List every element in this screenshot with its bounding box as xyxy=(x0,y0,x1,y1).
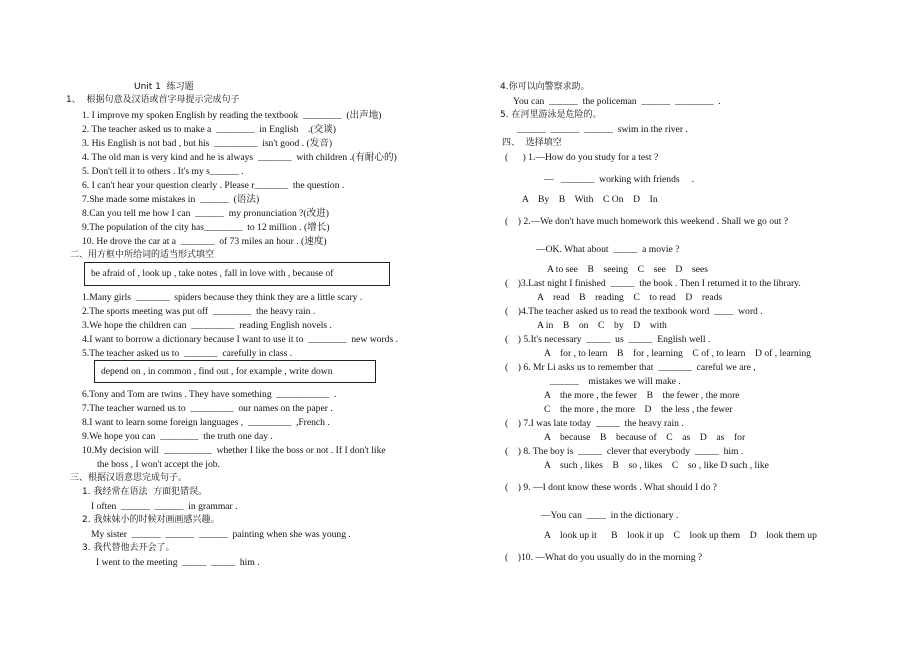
section-1-heading: 1、 根据句意及汉语或首字母提示完成句子 xyxy=(66,95,240,105)
s3-prompt-2: 2. 我妹妹小的时候对画画感兴趣。 xyxy=(82,515,220,525)
r-line-4: ______ ______ ______ swim in the river . xyxy=(517,124,688,135)
q10-stem: ( )10. —What do you usually do in the morning ? xyxy=(505,552,703,563)
s1-item-3: 3. His English is not bad , but his _________ isn't good . (发音) xyxy=(82,138,333,149)
s1-item-6: 6. I can't hear your question clearly . Please r_______ the question . xyxy=(82,180,345,191)
word-box-2 xyxy=(94,360,376,383)
r-line-3: 5. 在河里游泳是危险的。 xyxy=(500,110,602,120)
q4-options: A in B on C by D with xyxy=(537,320,667,331)
r-line-1: 4.你可以向警察求助。 xyxy=(500,82,590,92)
q1-stem: ( ) 1.—How do you study for a test ? xyxy=(505,152,659,163)
s1-item-8: 8.Can you tell me how I can ______ my pronunciation ?(改进) xyxy=(82,208,329,219)
word-box-1 xyxy=(84,262,390,286)
q1-options: A By B With C On D In xyxy=(522,194,658,205)
q6-stem: ( ) 6. Mr Li asks us to remember that _______ careful we are , xyxy=(505,362,756,373)
s2-item-8: 8.I want to learn some foreign languages , _________ ,French . xyxy=(82,417,330,428)
q4-stem: ( )4.The teacher asked us to read the textbook word ____ word . xyxy=(505,306,763,317)
word-box-2-text: depend on , in common , find out , for example , write down xyxy=(101,365,333,377)
s1-item-10: 10. He drove the car at a _______ of 73 miles an hour . (速度) xyxy=(82,236,327,247)
q3-stem: ( )3.Last night I finished _____ the book . Then I returned it to the library. xyxy=(505,278,801,289)
q8-stem: ( ) 8. The boy is _____ clever that everybody _____ him . xyxy=(505,446,744,457)
s2-item-5: 5.The teacher asked us to _______ carefully in class . xyxy=(82,348,293,359)
q7-options: A because B because of C as D as for xyxy=(544,432,746,443)
section-4-heading: 四、 选择填空 xyxy=(502,138,562,148)
s2-item-4: 4.I want to borrow a dictionary because I want to use it to ________ new words . xyxy=(82,334,398,345)
s2-item-10: 10.My decision will __________ whether I like the boss or not . If I don't like xyxy=(82,445,386,456)
q5-options: A for , to learn B for , learning C of , to learn D of , learning xyxy=(544,348,811,359)
q7-stem: ( ) 7.I was late today _____ the heavy rain . xyxy=(505,418,684,429)
q2-stem: ( ) 2.—We don't have much homework this weekend . Shall we go out ? xyxy=(505,216,789,227)
s2-item-3: 3.We hope the children can _________ reading English novels . xyxy=(82,320,332,331)
q8-options: A such , likes B so , likes C so , like D such , like xyxy=(544,460,769,471)
s3-prompt-3: 3. 我代替他去开会了。 xyxy=(82,543,175,553)
q2-options: A to see B seeing C see D sees xyxy=(547,264,708,275)
s2-item-10-cont: the boss , I won't accept the job. xyxy=(97,459,220,470)
q2-stem-2: —OK. What about _____ a movie ? xyxy=(536,244,680,255)
s3-answer-1: I often ______ ______ in grammar . xyxy=(91,501,238,512)
s1-item-5: 5. Don't tell it to others . It's my s______ . xyxy=(82,166,244,177)
q9-options: A look up it B look it up C look up them D look them up xyxy=(544,530,817,541)
section-2-heading: 二、用方框中所给词的适当形式填空 xyxy=(70,250,215,260)
s2-item-7: 7.The teacher warned us to _________ our names on the paper . xyxy=(82,403,333,414)
q9-stem-2: —You can ____ in the dictionary . xyxy=(541,510,679,521)
s2-item-1: 1.Many girls _______ spiders because they think they are a little scary . xyxy=(82,292,363,303)
section-3-heading: 三、根据汉语意思完成句子。 xyxy=(70,473,188,483)
s2-item-2: 2.The sports meeting was put off ________ the heavy rain . xyxy=(82,306,316,317)
q6-options-ab: A the more , the fewer B the fewer , the more xyxy=(544,390,740,401)
s1-item-9: 9.The population of the city has________ to 12 million . (增长) xyxy=(82,222,330,233)
worksheet-title: Unit 1 练习题 xyxy=(134,82,194,92)
q5-stem: ( ) 5.It's necessary _____ us _____ English well . xyxy=(505,334,711,345)
q6-stem-2: ______ mistakes we will make . xyxy=(550,376,681,387)
s3-answer-3: I went to the meeting _____ _____ him . xyxy=(96,557,260,568)
q3-options: A read B reading C to read D reads xyxy=(537,292,723,303)
q9-stem: ( ) 9. —I dont know these words . What should I do ? xyxy=(505,482,717,493)
r-line-2: You can ______ the policeman ______ ________ . xyxy=(513,96,721,107)
s3-prompt-1: 1. 我经常在语法 方面犯错误。 xyxy=(82,487,208,497)
q6-options-cd: C the more , the more D the less , the fewer xyxy=(544,404,733,415)
s3-answer-2: My sister ______ ______ ______ painting when she was young . xyxy=(91,529,351,540)
s1-item-2: 2. The teacher asked us to make a ________ in English .(交谈) xyxy=(82,124,336,135)
word-box-1-text: be afraid of , look up , take notes , fall in love with , because of xyxy=(91,268,334,280)
s1-item-7: 7.She made some mistakes in ______ (语法) xyxy=(82,194,260,205)
s2-item-9: 9.We hope you can ________ the truth one day . xyxy=(82,431,273,442)
s1-item-4: 4. The old man is very kind and he is always _______ with children .(有耐心的) xyxy=(82,152,397,163)
q1-stem-2: — _______ working with friends . xyxy=(544,174,695,185)
s1-item-1: 1. I improve my spoken English by reading the textbook ________ (出声地) xyxy=(82,110,382,121)
s2-item-6: 6.Tony and Tom are twins . They have something ___________ . xyxy=(82,389,337,400)
